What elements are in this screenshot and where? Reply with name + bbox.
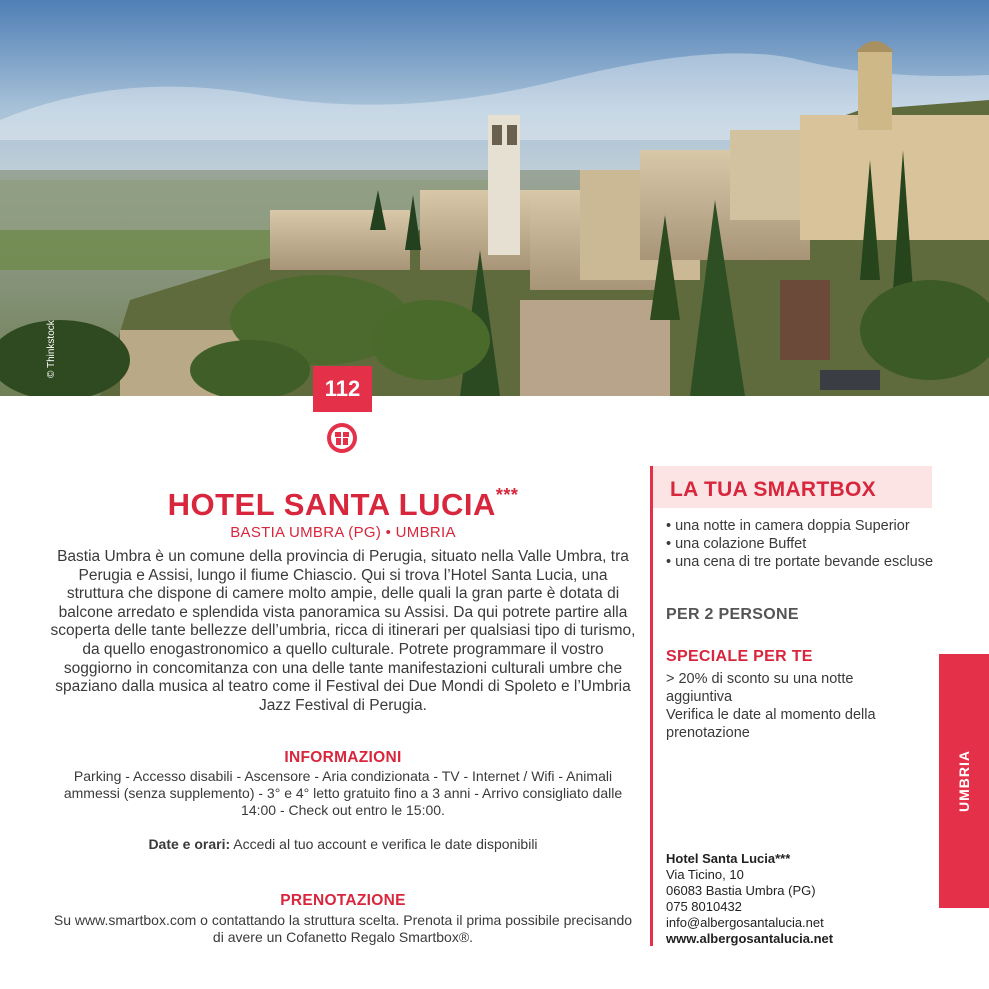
hotel-description: Bastia Umbra è un comune della provincia di Perugia, situato nella Valle Umbra, tra Perugia e Assisi, lungo il fiume Chiascio. Qui si trova l’Hotel Santa Lucia, una struttura che dispone di camere molto ampie, delle quali la gran parte è dotata di balcone arredato e splendida vista panoramica su Assisi. Da qui potrete partire alla scoperta delle tante bellezze dell’umbria, ricca di itinerari per qualsiasi tipo di turismo, da quello enogastronomico a quello culturale. Potrete programmare il vostro soggiorno in concomitanza con una delle tante manifestazioni culturali umbre che spaziano dalla musica al teatro come il Festival dei Due Mondi di Spoleto e l’Umbria Jazz Festival di Perugia. bbox=[50, 548, 636, 714]
contact-phone: 075 8010432 bbox=[666, 899, 742, 914]
speciale-offer: > 20% di sconto su una notte aggiuntiva bbox=[666, 671, 854, 705]
speciale-heading: SPECIALE PER TE bbox=[666, 648, 813, 665]
contact-email[interactable]: info@albergosantalucia.net bbox=[666, 915, 824, 930]
hilltop-town-photo bbox=[0, 0, 989, 396]
hero-photo bbox=[0, 0, 989, 396]
smartbox-items bbox=[666, 517, 936, 571]
smartbox-item: • una colazione Buffet bbox=[666, 536, 807, 552]
smartbox-item: • una notte in camera doppia Superior bbox=[666, 518, 910, 534]
prenotazione-heading: PRENOTAZIONE bbox=[280, 892, 406, 909]
speciale-text bbox=[666, 670, 906, 742]
informazioni-heading: INFORMAZIONI bbox=[284, 749, 402, 766]
date-orari bbox=[50, 836, 636, 852]
persons-label: PER 2 PERSONE bbox=[666, 606, 799, 623]
prenotazione-text: Su www.smartbox.com o contattando la struttura scelta. Prenota il prima possibile precisando di avere un Cofanetto Regalo Smartbox®. bbox=[53, 912, 633, 945]
date-orari-label: Date e orari: bbox=[148, 836, 231, 852]
photo-credit: © Thinkstock bbox=[46, 320, 57, 378]
smartbox-title: LA TUA SMARTBOX bbox=[670, 478, 876, 501]
date-orari-text: Accedi al tuo account e verifica le date disponibili bbox=[230, 836, 538, 852]
sidebar-divider bbox=[650, 466, 653, 946]
smartbox-logo-icon bbox=[326, 422, 358, 454]
contact-street: Via Ticino, 10 bbox=[666, 867, 744, 882]
contact-block bbox=[666, 851, 906, 947]
contact-name: Hotel Santa Lucia*** bbox=[666, 851, 791, 866]
page-number: 112 bbox=[313, 366, 372, 412]
contact-website[interactable]: www.albergosantalucia.net bbox=[666, 931, 834, 946]
hotel-stars: *** bbox=[495, 485, 519, 505]
region-tab bbox=[939, 654, 989, 908]
region-tab-label: UMBRIA bbox=[956, 750, 972, 812]
hotel-name: HOTEL SANTA LUCIA bbox=[167, 487, 496, 522]
informazioni-text: Parking - Accesso disabili - Ascensore - Aria condizionata - TV - Internet / Wifi - Animali ammessi (senza supplemento) - 3° e 4° letto gratuito fino a 3 anni - Arrivo consigliato dalle 14:00 - Check out entro le 15:00. bbox=[63, 768, 623, 818]
smartbox-item: • una cena di tre portate bevande escluse bbox=[666, 554, 934, 570]
hotel-title bbox=[50, 487, 636, 523]
contact-city: 06083 Bastia Umbra (PG) bbox=[666, 883, 816, 898]
hotel-location: BASTIA UMBRA (PG) • UMBRIA bbox=[230, 524, 456, 541]
speciale-note: Verifica le date al momento della prenotazione bbox=[666, 707, 876, 741]
